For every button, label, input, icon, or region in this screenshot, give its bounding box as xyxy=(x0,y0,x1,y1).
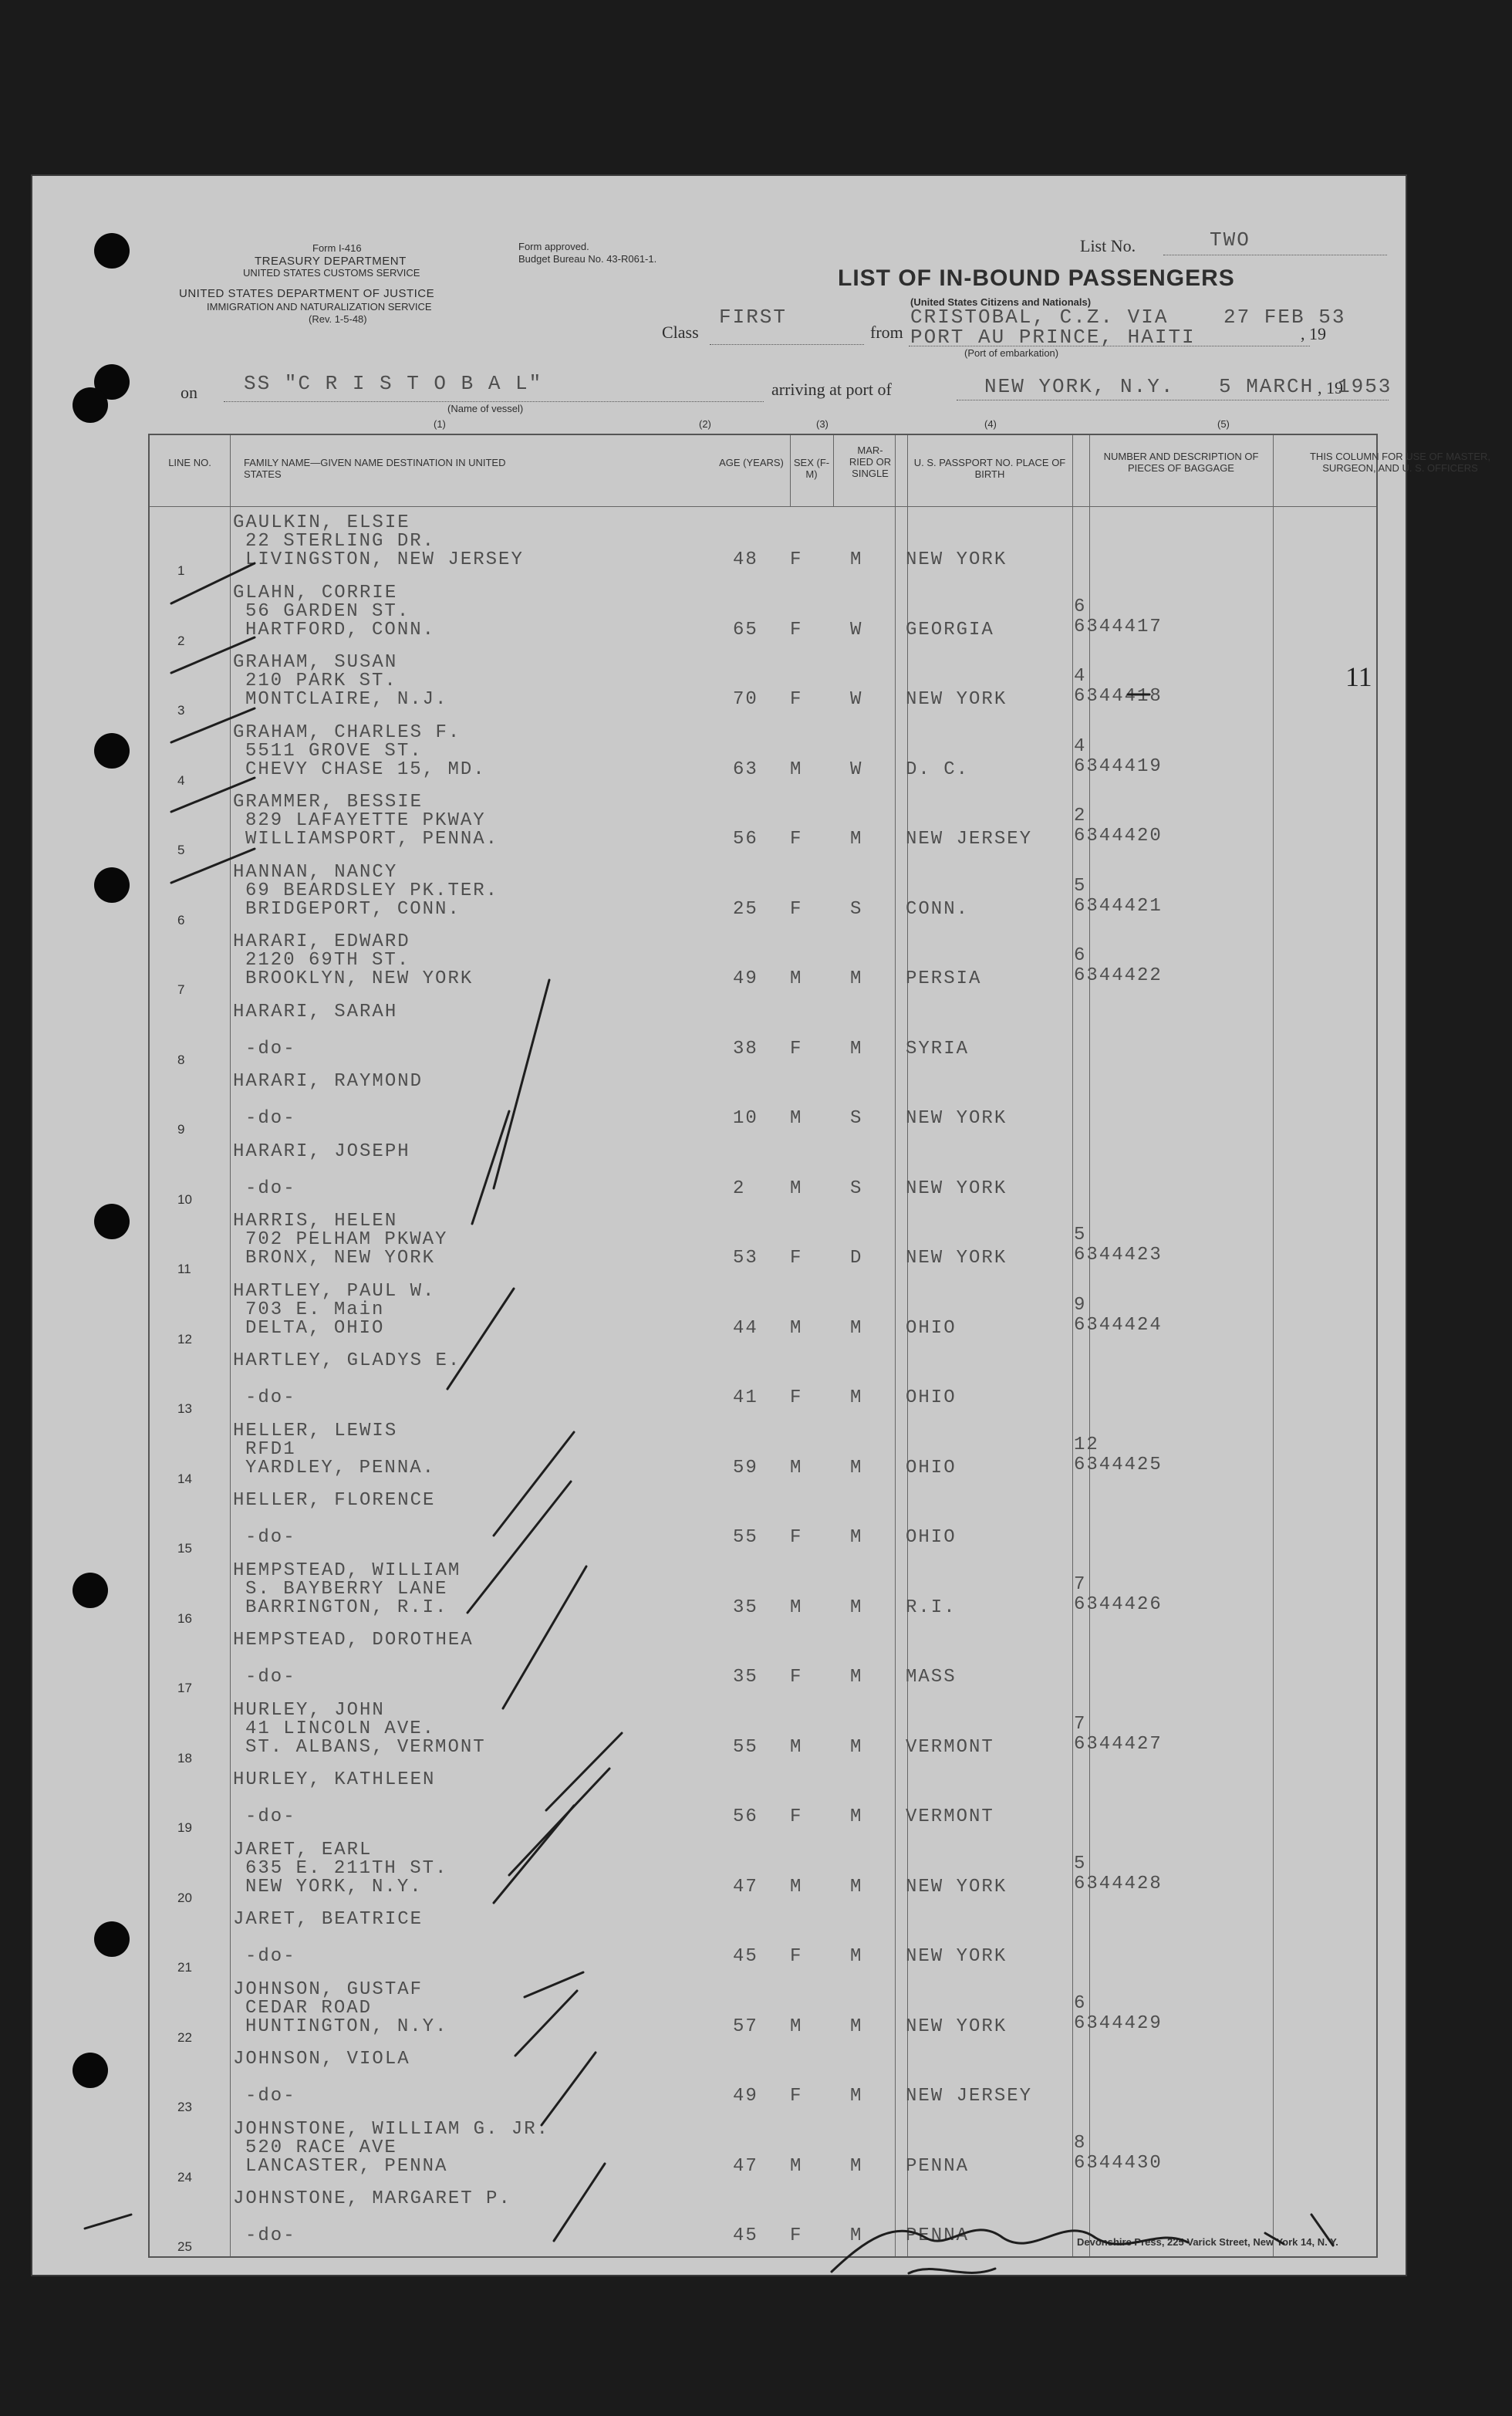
marital-status: S xyxy=(850,898,863,920)
table-row xyxy=(150,1002,1376,1072)
place-of-birth: D. C. xyxy=(906,759,970,780)
table-row xyxy=(150,2049,1376,2119)
sex-value: M xyxy=(790,1178,803,1199)
col-baggage: NUMBER AND DESCRIPTION OF PIECES OF BAGGAGE xyxy=(1103,451,1259,474)
age-value: 49 xyxy=(733,968,758,989)
address-line: S. BAYBERRY LANE xyxy=(245,1578,448,1600)
baggage-count: 12 xyxy=(1074,1434,1099,1455)
table-row xyxy=(150,512,1376,583)
age-value: 55 xyxy=(733,1736,758,1758)
passenger-name: HURLEY, JOHN xyxy=(233,1699,385,1721)
arrival-port: NEW YORK, N.Y. xyxy=(984,375,1175,398)
marital-status: M xyxy=(850,1387,863,1408)
on-label: on xyxy=(181,383,197,402)
table-row xyxy=(150,1560,1376,1630)
marital-status: W xyxy=(850,759,863,780)
marital-status: M xyxy=(850,1317,863,1339)
form-revision: (Rev. 1-5-48) xyxy=(309,313,367,325)
passenger-name: HARTLEY, PAUL W. xyxy=(233,1280,436,1302)
marital-status: M xyxy=(850,1527,863,1548)
place-of-birth: OHIO xyxy=(906,1457,957,1478)
address-line: 56 GARDEN ST. xyxy=(245,600,410,622)
age-value: 63 xyxy=(733,759,758,780)
col-sex: SEX (F-M) xyxy=(793,457,830,480)
baggage-number: 6344429 xyxy=(1074,2012,1163,2034)
passenger-name: HELLER, FLORENCE xyxy=(233,1490,436,1511)
marital-status: M xyxy=(850,1667,863,1688)
line-number: 1 xyxy=(177,563,185,578)
line-number: 25 xyxy=(177,2239,192,2254)
table-row xyxy=(150,2188,1376,2259)
marital-status: M xyxy=(850,1457,863,1478)
age-value: 45 xyxy=(733,2225,758,2246)
punch-hole xyxy=(73,387,108,423)
address-line: 635 E. 211TH ST. xyxy=(245,1857,448,1879)
destination-city: LIVINGSTON, NEW JERSEY xyxy=(245,549,524,570)
destination-city: -do- xyxy=(245,1667,296,1688)
line-number: 21 xyxy=(177,1960,192,1975)
place-of-birth: PENNA xyxy=(906,2225,970,2246)
col-passport-birth: U. S. PASSPORT NO. PLACE OF BIRTH xyxy=(913,457,1066,480)
age-value: 2 xyxy=(733,1178,746,1199)
sex-value: F xyxy=(790,689,803,710)
table-row xyxy=(150,1141,1376,1211)
age-value: 47 xyxy=(733,2155,758,2177)
destination-city: WILLIAMSPORT, PENNA. xyxy=(245,829,499,850)
baggage-number: 6344422 xyxy=(1074,965,1163,986)
baggage-number: 6344426 xyxy=(1074,1593,1163,1615)
table-row xyxy=(150,1421,1376,1491)
printer-credit: Devonshire Press, 225 Varick Street, New York 14, N. Y. xyxy=(1077,2236,1338,2248)
col-num-1: (1) xyxy=(434,418,446,430)
embarkation-date: 27 FEB 53 xyxy=(1223,306,1346,329)
place-of-birth: OHIO xyxy=(906,1527,957,1548)
sex-value: M xyxy=(790,1108,803,1129)
baggage-number: 6344423 xyxy=(1074,1245,1163,1265)
customs-service: UNITED STATES CUSTOMS SERVICE xyxy=(243,267,420,279)
line-number: 6 xyxy=(177,912,185,928)
punch-hole xyxy=(73,1573,108,1608)
col-num-3: (3) xyxy=(816,418,829,430)
address-line: 2120 69TH ST. xyxy=(245,950,410,971)
place-of-birth: NEW YORK xyxy=(906,2016,1007,2037)
line-number: 14 xyxy=(177,1471,192,1486)
baggage-count: 7 xyxy=(1074,1713,1087,1735)
table-row xyxy=(150,1281,1376,1351)
table-row xyxy=(150,652,1376,722)
marital-status: M xyxy=(850,1736,863,1758)
address-line: RFD1 xyxy=(245,1438,296,1460)
destination-city: -do- xyxy=(245,1387,296,1408)
age-value: 25 xyxy=(733,898,758,920)
baggage-count: 7 xyxy=(1074,1573,1087,1595)
passenger-name: HARARI, JOSEPH xyxy=(233,1140,410,1162)
sex-value: M xyxy=(790,1876,803,1897)
destination-city: CHEVY CHASE 15, MD. xyxy=(245,759,486,780)
table-row xyxy=(150,1840,1376,1910)
passenger-name: JOHNSTONE, WILLIAM G. JR. xyxy=(233,2118,550,2140)
sex-value: M xyxy=(790,759,803,780)
age-value: 55 xyxy=(733,1527,758,1548)
baggage-number: 6344418 xyxy=(1074,686,1163,707)
place-of-birth: VERMONT xyxy=(906,1806,994,1827)
address-line: 520 RACE AVE xyxy=(245,2137,397,2158)
destination-city: BROOKLYN, NEW YORK xyxy=(245,968,474,989)
place-of-birth: PENNA xyxy=(906,2155,970,2177)
class-label: Class xyxy=(662,323,699,342)
marital-status: M xyxy=(850,2016,863,2037)
place-of-birth: CONN. xyxy=(906,898,970,920)
embarkation-port-line1: CRISTOBAL, C.Z. VIA xyxy=(910,306,1169,329)
marital-status: M xyxy=(850,1946,863,1967)
punch-hole xyxy=(94,1921,130,1957)
line-number: 16 xyxy=(177,1610,192,1626)
passenger-name: HANNAN, NANCY xyxy=(233,861,398,883)
passenger-name: GRAHAM, CHARLES F. xyxy=(233,721,461,743)
line-number: 24 xyxy=(177,2169,192,2185)
passenger-name: GAULKIN, ELSIE xyxy=(233,512,410,533)
place-of-birth: NEW YORK xyxy=(906,689,1007,710)
arrival-date: 5 MARCH xyxy=(1219,375,1315,398)
punch-hole xyxy=(94,733,130,769)
place-of-birth: OHIO xyxy=(906,1317,957,1339)
line-number: 13 xyxy=(177,1401,192,1416)
col-name-destination: FAMILY NAME—GIVEN NAME DESTINATION IN UNITED STATES xyxy=(244,457,506,480)
passenger-name: HURLEY, KATHLEEN xyxy=(233,1769,436,1790)
budget-bureau: Budget Bureau No. 43-R061-1. xyxy=(518,253,657,265)
sex-value: M xyxy=(790,1457,803,1478)
place-of-birth: NEW YORK xyxy=(906,1178,1007,1199)
table-row xyxy=(150,1630,1376,1700)
line-number: 18 xyxy=(177,1750,192,1766)
baggage-number: 6344420 xyxy=(1074,826,1163,846)
document-title: LIST OF IN-BOUND PASSENGERS xyxy=(838,265,1235,291)
marital-status: M xyxy=(850,2155,863,2177)
marital-status: M xyxy=(850,1038,863,1059)
table-row xyxy=(150,1700,1376,1770)
arrival-year-prefix: , 19 xyxy=(1318,378,1343,397)
line-number: 8 xyxy=(177,1052,185,1067)
treasury-department: TREASURY DEPARTMENT xyxy=(255,255,407,268)
marital-status: M xyxy=(850,549,863,570)
table-row xyxy=(150,792,1376,862)
destination-city: YARDLEY, PENNA. xyxy=(245,1457,436,1478)
vessel-name: SS "C R I S T O B A L" xyxy=(244,372,543,395)
table-row xyxy=(150,1211,1376,1281)
sex-value: F xyxy=(790,2086,803,2107)
passenger-name: HARTLEY, GLADYS E. xyxy=(233,1350,461,1371)
place-of-birth: NEW YORK xyxy=(906,549,1007,570)
line-number: 2 xyxy=(177,633,185,648)
sex-value: F xyxy=(790,619,803,640)
baggage-count: 5 xyxy=(1074,1225,1087,1245)
place-of-birth: PERSIA xyxy=(906,968,982,989)
marital-status: M xyxy=(850,2086,863,2107)
passenger-name: HARRIS, HELEN xyxy=(233,1211,398,1232)
age-value: 47 xyxy=(733,1876,758,1897)
embarkation-label: (Port of embarkation) xyxy=(964,347,1059,359)
marital-status: M xyxy=(850,829,863,850)
baggage-number: 6344430 xyxy=(1074,2152,1163,2174)
passenger-name: HARARI, EDWARD xyxy=(233,931,410,952)
destination-city: BRIDGEPORT, CONN. xyxy=(245,898,461,920)
place-of-birth: NEW YORK xyxy=(906,1108,1007,1129)
place-of-birth: VERMONT xyxy=(906,1736,994,1758)
destination-city: LANCASTER, PENNA xyxy=(245,2155,448,2177)
address-line: 22 STERLING DR. xyxy=(245,531,436,552)
baggage-count: 4 xyxy=(1074,735,1087,757)
table-row xyxy=(150,1909,1376,1979)
place-of-birth: GEORGIA xyxy=(906,619,994,640)
table-row xyxy=(150,1350,1376,1421)
sex-value: M xyxy=(790,968,803,989)
baggage-number: 6344428 xyxy=(1074,1873,1163,1894)
year-prefix: , 19 xyxy=(1301,324,1326,343)
col-married: MAR-RIED OR SINGLE xyxy=(849,444,892,479)
marital-status: S xyxy=(850,1108,863,1129)
marital-status: M xyxy=(850,1876,863,1897)
punch-hole xyxy=(94,867,130,903)
address-line: 829 LAFAYETTE PKWAY xyxy=(245,810,486,831)
sex-value: F xyxy=(790,1038,803,1059)
age-value: 45 xyxy=(733,1946,758,1967)
baggage-number: 6344425 xyxy=(1074,1454,1163,1475)
marital-status: D xyxy=(850,1248,863,1269)
col-num-4: (4) xyxy=(984,418,997,430)
baggage-count: 5 xyxy=(1074,875,1087,897)
table-row xyxy=(150,1979,1376,2049)
col-line-no: LINE NO. xyxy=(168,457,211,468)
place-of-birth: MASS xyxy=(906,1667,957,1688)
destination-city: MONTCLAIRE, N.J. xyxy=(245,689,448,710)
table-row xyxy=(150,1490,1376,1560)
arriving-label: arriving at port of xyxy=(771,380,892,399)
age-value: 65 xyxy=(733,619,758,640)
destination-city: HUNTINGTON, N.Y. xyxy=(245,2016,448,2037)
address-line: CEDAR ROAD xyxy=(245,1997,373,2019)
table-row xyxy=(150,722,1376,792)
passenger-name: JARET, BEATRICE xyxy=(233,1909,424,1930)
marital-status: W xyxy=(850,689,863,710)
punch-hole xyxy=(73,2053,108,2088)
sex-value: F xyxy=(790,1946,803,1967)
age-value: 48 xyxy=(733,549,758,570)
marital-status: S xyxy=(850,1178,863,1199)
passenger-name: JOHNSON, GUSTAF xyxy=(233,1978,424,2000)
passenger-name: HEMPSTEAD, DOROTHEA xyxy=(233,1630,474,1651)
destination-city: -do- xyxy=(245,2086,296,2107)
sex-value: F xyxy=(790,2225,803,2246)
place-of-birth: NEW YORK xyxy=(906,1946,1007,1967)
place-of-birth: NEW JERSEY xyxy=(906,2086,1033,2107)
baggage-count: 5 xyxy=(1074,1853,1087,1874)
passenger-name: GLAHN, CORRIE xyxy=(233,582,398,603)
destination-city: BARRINGTON, R.I. xyxy=(245,1597,448,1618)
baggage-count: 9 xyxy=(1074,1294,1087,1316)
table-row xyxy=(150,862,1376,932)
sex-value: F xyxy=(790,1248,803,1269)
age-value: 49 xyxy=(733,2086,758,2107)
sex-value: M xyxy=(790,2016,803,2037)
from-label: from xyxy=(870,323,903,342)
marital-status: M xyxy=(850,968,863,989)
list-no-value: TWO xyxy=(1210,228,1250,252)
document-subtitle: (United States Citizens and Nationals) xyxy=(910,296,1092,308)
form-approved: Form approved. xyxy=(518,241,589,252)
line-number: 12 xyxy=(177,1331,192,1347)
line-number: 17 xyxy=(177,1681,192,1695)
sex-value: M xyxy=(790,1597,803,1618)
passenger-name: HEMPSTEAD, WILLIAM xyxy=(233,1559,461,1581)
passenger-name: JARET, EARL xyxy=(233,1839,373,1860)
line-number: 19 xyxy=(177,1820,192,1835)
destination-city: NEW YORK, N.Y. xyxy=(245,1876,423,1897)
passenger-name: JOHNSON, VIOLA xyxy=(233,2049,410,2070)
destination-city: ST. ALBANS, VERMONT xyxy=(245,1736,486,1758)
age-value: 35 xyxy=(733,1667,758,1688)
passenger-name: HARARI, RAYMOND xyxy=(233,1071,424,1092)
marital-status: M xyxy=(850,1806,863,1827)
age-value: 53 xyxy=(733,1248,758,1269)
baggage-number: 6344417 xyxy=(1074,616,1163,637)
age-value: 41 xyxy=(733,1387,758,1408)
baggage-count: 6 xyxy=(1074,945,1087,966)
destination-city: -do- xyxy=(245,1038,296,1059)
sex-value: M xyxy=(790,1317,803,1339)
line-number: 22 xyxy=(177,2029,192,2045)
age-value: 44 xyxy=(733,1317,758,1339)
sex-value: M xyxy=(790,1736,803,1758)
sex-value: F xyxy=(790,1667,803,1688)
age-value: 38 xyxy=(733,1038,758,1059)
line-number: 23 xyxy=(177,2100,192,2114)
table-row xyxy=(150,1769,1376,1840)
address-line: 5511 GROVE ST. xyxy=(245,740,423,762)
sex-value: F xyxy=(790,1806,803,1827)
baggage-count: 6 xyxy=(1074,1992,1087,2014)
baggage-number: 6344421 xyxy=(1074,895,1163,917)
passenger-name: HELLER, LEWIS xyxy=(233,1420,398,1441)
sex-value: M xyxy=(790,2155,803,2177)
destination-city: BRONX, NEW YORK xyxy=(245,1248,436,1269)
sex-value: F xyxy=(790,1527,803,1548)
place-of-birth: OHIO xyxy=(906,1387,957,1408)
passenger-name: GRAMMER, BESSIE xyxy=(233,792,424,813)
embarkation-port-line2: PORT AU PRINCE, HAITI xyxy=(910,326,1196,349)
age-value: 59 xyxy=(733,1457,758,1478)
table-row xyxy=(150,1071,1376,1141)
line-number: 10 xyxy=(177,1191,192,1207)
destination-city: -do- xyxy=(245,1806,296,1827)
destination-city: -do- xyxy=(245,2225,296,2246)
age-value: 56 xyxy=(733,829,758,850)
line-number: 9 xyxy=(177,1122,185,1137)
officer-note: 11 xyxy=(1345,661,1372,692)
baggage-count: 2 xyxy=(1074,806,1087,826)
baggage-count: 4 xyxy=(1074,666,1087,687)
col-num-2: (2) xyxy=(699,418,711,430)
class-value: FIRST xyxy=(719,306,788,329)
list-no-label: List No. xyxy=(1080,236,1136,255)
justice-department: UNITED STATES DEPARTMENT OF JUSTICE xyxy=(179,287,435,300)
col-num-5: (5) xyxy=(1217,418,1230,430)
marital-status: W xyxy=(850,619,863,640)
destination-city: -do- xyxy=(245,1946,296,1967)
line-number: 20 xyxy=(177,1890,192,1905)
line-number: 11 xyxy=(177,1262,191,1276)
address-line: 703 E. Main xyxy=(245,1299,385,1320)
address-line: 69 BEARDSLEY PK.TER. xyxy=(245,880,499,901)
place-of-birth: NEW YORK xyxy=(906,1876,1007,1897)
passenger-name: JOHNSTONE, MARGARET P. xyxy=(233,2188,511,2209)
sex-value: F xyxy=(790,1387,803,1408)
sex-value: F xyxy=(790,898,803,920)
line-number: 3 xyxy=(177,703,185,718)
table-row xyxy=(150,583,1376,653)
col-age: AGE (YEARS) xyxy=(719,457,784,468)
passenger-name: GRAHAM, SUSAN xyxy=(233,652,398,673)
line-number: 7 xyxy=(177,982,185,997)
age-value: 10 xyxy=(733,1108,758,1129)
punch-hole xyxy=(94,1204,130,1239)
baggage-count: 8 xyxy=(1074,2132,1087,2154)
destination-city: -do- xyxy=(245,1527,296,1548)
place-of-birth: NEW JERSEY xyxy=(906,829,1033,850)
line-number: 15 xyxy=(177,1541,192,1556)
place-of-birth: SYRIA xyxy=(906,1038,970,1059)
class-rule xyxy=(710,344,864,345)
line-number: 4 xyxy=(177,772,185,788)
place-of-birth: R.I. xyxy=(906,1597,957,1618)
form-number: Form I-416 xyxy=(312,242,362,254)
sex-value: F xyxy=(790,829,803,850)
sex-value: F xyxy=(790,549,803,570)
destination-city: -do- xyxy=(245,1108,296,1129)
passenger-name: HARARI, SARAH xyxy=(233,1001,398,1022)
age-value: 35 xyxy=(733,1597,758,1618)
table-row xyxy=(150,2119,1376,2189)
destination-city: -do- xyxy=(245,1178,296,1199)
marital-status: M xyxy=(850,1597,863,1618)
baggage-number: 6344424 xyxy=(1074,1314,1163,1336)
line-number: 5 xyxy=(177,843,185,857)
vessel-label: (Name of vessel) xyxy=(447,403,524,414)
baggage-number: 6344427 xyxy=(1074,1733,1163,1755)
ins-service: IMMIGRATION AND NATURALIZATION SERVICE xyxy=(207,301,432,313)
arrival-year: 1953 xyxy=(1338,375,1392,398)
destination-city: DELTA, OHIO xyxy=(245,1317,385,1339)
address-line: 210 PARK ST. xyxy=(245,671,397,691)
marital-status: M xyxy=(850,2225,863,2246)
place-of-birth: NEW YORK xyxy=(906,1248,1007,1269)
age-value: 57 xyxy=(733,2016,758,2037)
col-officers: THIS COLUMN FOR USE OF MASTER, SURGEON, AND U. S. OFFICERS xyxy=(1309,451,1490,474)
punch-hole xyxy=(94,233,130,269)
table-row xyxy=(150,931,1376,1002)
age-value: 56 xyxy=(733,1806,758,1827)
age-value: 70 xyxy=(733,689,758,710)
passenger-table xyxy=(148,434,1490,2258)
vessel-rule xyxy=(224,401,764,402)
address-line: 41 LINCOLN AVE. xyxy=(245,1718,436,1739)
baggage-count: 6 xyxy=(1074,596,1087,617)
baggage-number: 6344419 xyxy=(1074,755,1163,777)
address-line: 702 PELHAM PKWAY xyxy=(245,1229,448,1250)
destination-city: HARTFORD, CONN. xyxy=(245,619,436,640)
